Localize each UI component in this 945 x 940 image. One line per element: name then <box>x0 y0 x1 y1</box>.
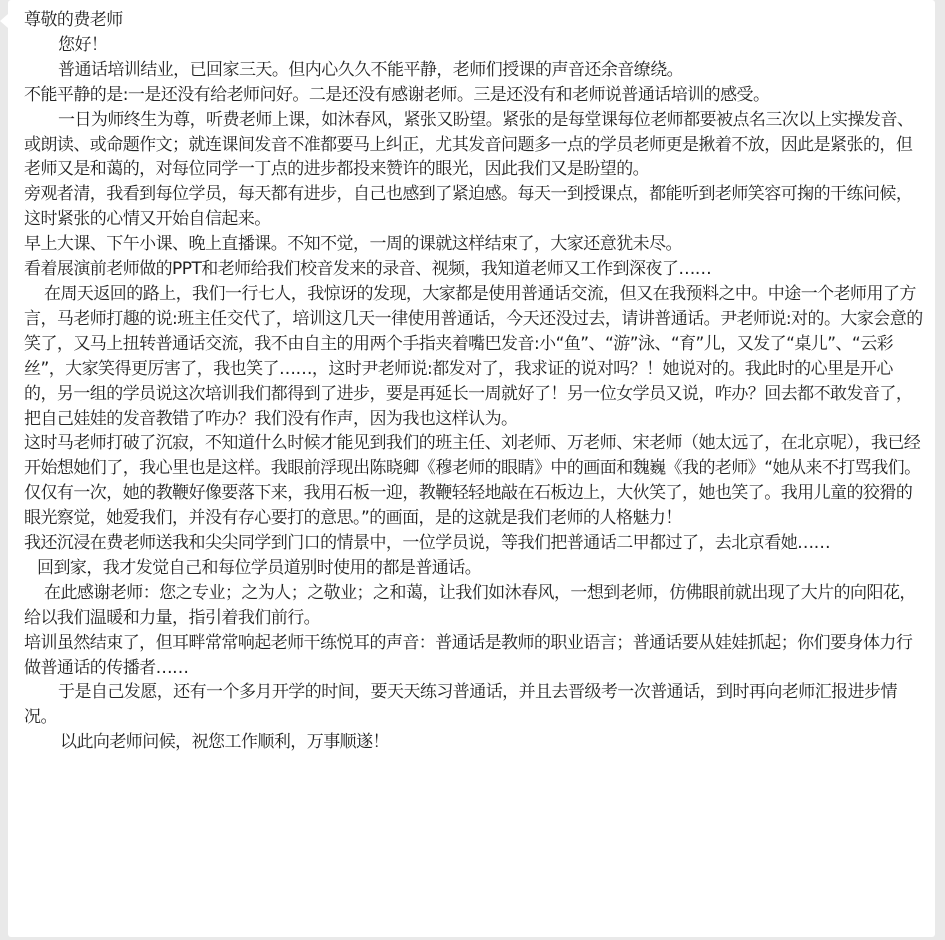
letter-paragraph: 旁观者清，我看到每位学员，每天都有进步，自己也感到了紧迫感。每天一到授课点，都能听到老师笑容可掬的干练问候，这时紧张的心情又开始自信起来。 <box>24 184 913 230</box>
letter-body <box>24 8 925 755</box>
letter-paragraph: 我还沉浸在费老师送我和尖尖同学到门口的情景中，一位学员说，等我们把普通话二甲都过了，去北京看她…… <box>24 533 831 554</box>
letter-paragraph: 回到家，我才发觉自己和每位学员道别时使用的都是普通话。 <box>37 557 482 578</box>
letter-paragraph: 普通话培训结业，已回家三天。但内心久久不能平静，老师们授课的声音还余音缭绕。 <box>58 59 684 80</box>
letter-paragraph: 于是自己发愿，还有一个多月开学的时间，要天天练习普通话，并且去晋级考一次普通话，到时再向老师汇报进步情况。 <box>24 682 897 728</box>
letter-paragraph: 培训虽然结束了，但耳畔常常响起老师干练悦耳的声音：普通话是教师的职业语言；普通话要从娃娃抓起；你们要身体力行做普通话的传播者…… <box>24 632 913 678</box>
letter-paragraph: 在周天返回的路上，我们一行七人，我惊讶的发现，大家都是使用普通话交流，但又在我预料之中。中途一个老师用了方言，马老师打趣的说:班主任交代了，培训这几天一律使用普通话，今天还没过去，请讲普通话。尹老师说:对的。大家会意的笑了，又马上扭转普通话交流，我不由自主的用两个手指夹着嘴巴发音:小“鱼”、“游”泳、“育”儿，又发了“桌儿”、“云彩丝”，大家笑得更厉害了，我也笑了……，这时尹老师说:都发对了，我求证的说对吗？！她说对的。我此时的心里是开心的，另一组的学员说这次培训我们都得到了进步，要是再延长一周就好了！另一位女学员又说，咋办？回去都不敢发音了，把自己娃娃的发音教错了咋办？我们没有作声，因为我也这样认为。 <box>24 283 923 429</box>
letter-paragraph: 这时马老师打破了沉寂，不知道什么时候才能见到我们的班主任、刘老师、万老师、宋老师（她太远了，在北京呢），我已经开始想她们了，我心里也是这样。我眼前浮现出陈晓卿《穆老师的眼睛》中的画面和魏巍《我的老师》“她从来不打骂我们。仅仅有一次，她的教鞭好像要落下来，我用石板一迎，教鞭轻轻地敲在石板边上，大伙笑了，她也笑了。我用儿童的狡猾的眼光察觉，她爱我们，并没有存心要打的意思。”的画面，是的这就是我们老师的人格魅力！ <box>24 433 921 529</box>
letter-paragraph: 一日为师终生为尊，听费老师上课，如沐春风，紧张又盼望。紧张的是每堂课每位老师都要被点名三次以上实操发音、或朗读、或命题作文；就连课间发音不准都要马上纠正，尤其发音问题多一点的学员老师更是揪着不放，因此是紧张的，但老师又是和蔼的，对每位同学一丁点的进步都投来赞许的眼光，因此我们又是盼望的。 <box>24 109 914 180</box>
letter-paragraph: 早上大课、下午小课、晚上直播课。不知不觉，一周的课就这样结束了，大家还意犹未尽。 <box>24 234 682 255</box>
letter-greeting: 尊敬的费老师 <box>24 10 123 30</box>
chat-bubble-tail <box>0 14 8 28</box>
letter-paragraph: 不能平静的是:一是还没有给老师问好。二是还没有感谢老师。三是还没有和老师说普通话培训的感受。 <box>24 84 770 105</box>
letter-paragraph: 在此感谢老师：您之专业；之为人；之敬业；之和蔼，让我们如沐春风，一想到老师，仿佛眼前就出现了大片的向阳花，给以我们温暖和力量，指引着我们前行。 <box>24 582 916 628</box>
letter-salutation: 您好！ <box>58 34 108 55</box>
letter-paragraph: 看着展演前老师做的PPT和老师给我们校音发来的录音、视频，我知道老师又工作到深夜了…… <box>24 259 712 280</box>
chat-message-bubble <box>8 0 935 937</box>
letter-closing: 以此向老师问候，祝您工作顺利，万事顺遂！ <box>60 732 389 753</box>
